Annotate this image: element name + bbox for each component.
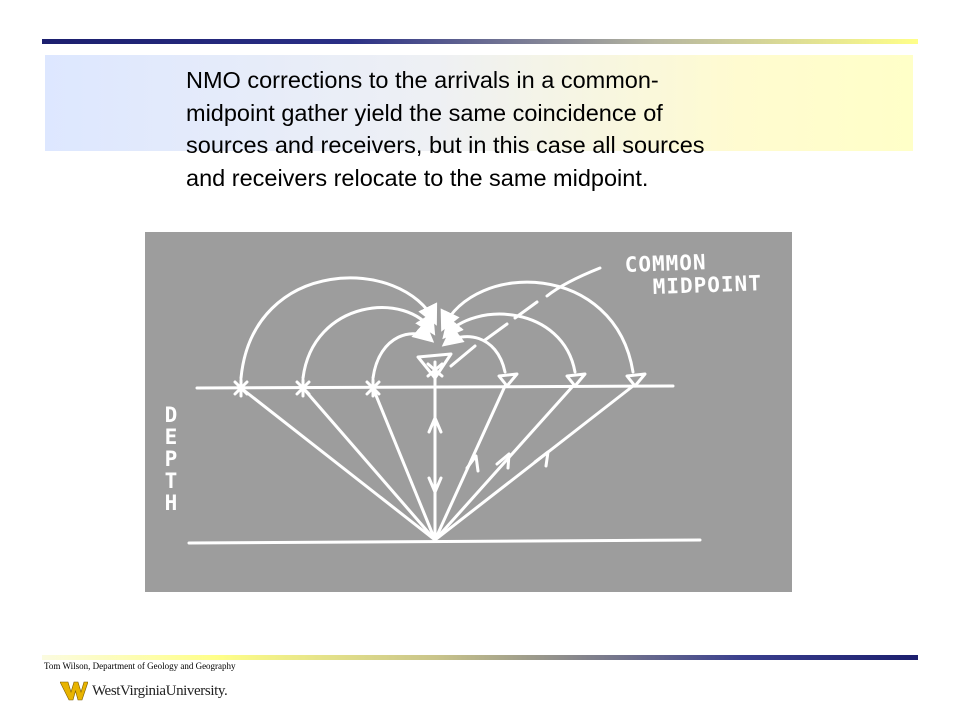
footer-credit: Tom Wilson, Department of Geology and Geography (44, 661, 236, 671)
receiver-triangle-3 (627, 374, 645, 386)
ray-source-1 (241, 388, 435, 540)
title-line-2: midpoint gather yield the same coincidence of (186, 99, 663, 126)
depth-letter-d: D (164, 403, 178, 427)
arc-receiver-3 (443, 282, 633, 372)
bottom-divider (42, 655, 918, 660)
slide-title (186, 64, 806, 194)
receiver-triangle-1 (499, 374, 517, 386)
arc-source-2 (303, 308, 433, 378)
top-divider (42, 39, 918, 44)
depth-letter-e: E (164, 425, 178, 449)
depth-letter-p: P (164, 447, 178, 471)
title-line-4: and receivers relocate to the same midpoint. (186, 164, 649, 191)
wvu-logo (60, 676, 227, 706)
arc-source-1 (241, 278, 435, 378)
arc-receiver-1 (445, 337, 505, 372)
title-line-3: sources and receivers, but in this case all sources (186, 132, 705, 158)
depth-letter-t: T (164, 469, 178, 493)
ray-source-2 (303, 388, 435, 540)
flying-wv-icon (60, 680, 88, 702)
label-midpoint: MIDPOINT (652, 271, 763, 299)
ray-receiver-2 (435, 386, 573, 540)
arc-receiver-2 (445, 314, 575, 372)
depth-letter-h: H (164, 491, 178, 515)
logo-text: WestVirginiaUniversity. (92, 682, 228, 699)
cmp-diagram (145, 232, 792, 592)
reflector-line (189, 540, 700, 543)
title-line-1: NMO corrections to the arrivals in a common- (186, 67, 659, 93)
receiver-triangle-2 (567, 374, 585, 386)
label-common: COMMON (624, 250, 707, 277)
